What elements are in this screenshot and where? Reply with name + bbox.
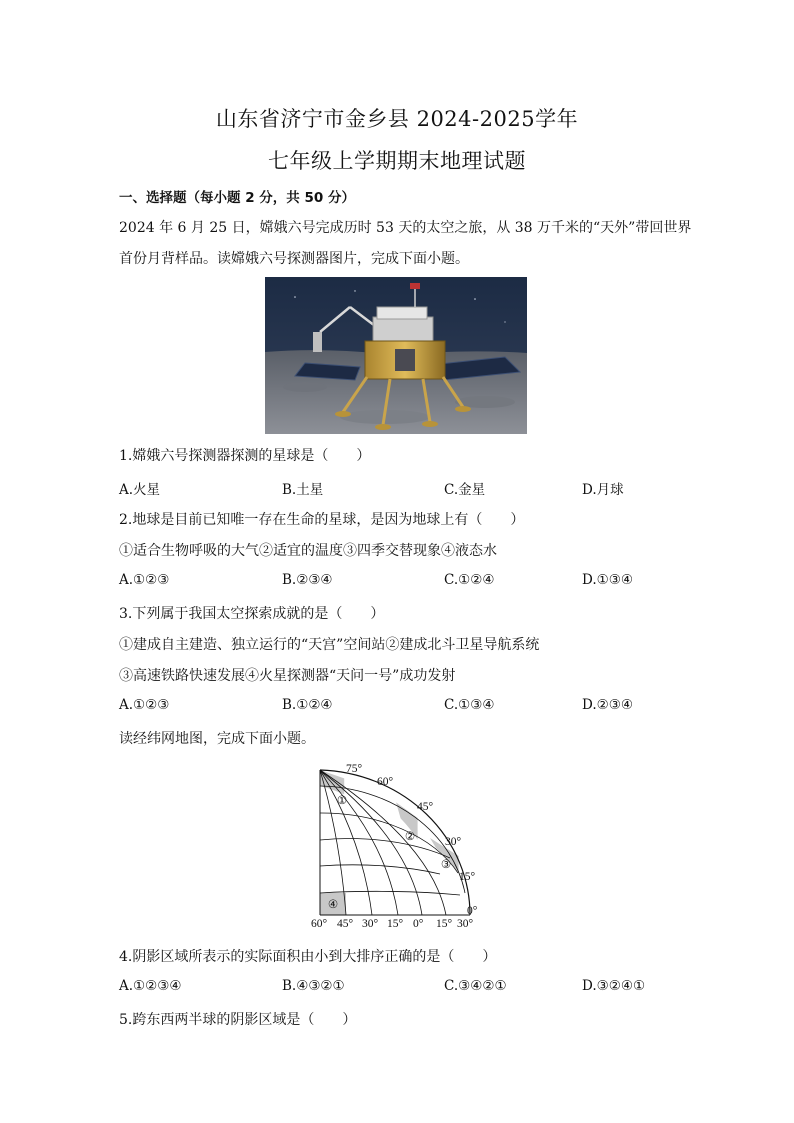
lat-label: 45° (417, 801, 434, 813)
q1-stem: 1.嫦娥六号探测器探测的星球是（ ） (119, 448, 371, 464)
intro-text-line1: 2024 年 6 月 25 日，嫦娥六号完成历时 53 天的太空之旅，从 38 万千米的“天外”带回世界 (119, 220, 692, 236)
q4-option-b[interactable]: B.④③②① (282, 978, 345, 994)
q3-stem: 3.下列属于我国太空探索成就的是（ ） (119, 606, 385, 622)
lon-label: 15° (436, 918, 453, 930)
q3-choices-line2: ③高速铁路快速发展④火星探测器“天问一号”成功发射 (119, 668, 456, 684)
lon-label: 0° (413, 918, 424, 930)
lon-label: 30° (457, 918, 474, 930)
q1-option-d[interactable]: D.月球 (582, 482, 624, 498)
lat-label: 75° (346, 763, 363, 775)
region-label-4: ④ (327, 899, 339, 911)
q5-stem: 5.跨东西两半球的阴影区域是（ ） (119, 1012, 357, 1028)
section-heading: 一、选择题（每小题 2 分，共 50 分） (119, 190, 355, 206)
lat-label: 0° (467, 905, 478, 917)
exam-title-line1: 山东省济宁市金乡县 2024-2025学年 (215, 107, 579, 131)
change6-lander-photo (265, 277, 527, 434)
q2-option-a[interactable]: A.①②③ (119, 572, 170, 588)
q3-option-a[interactable]: A.①②③ (119, 697, 170, 713)
q3-option-b[interactable]: B.①②④ (282, 697, 333, 713)
q2-option-c[interactable]: C.①②④ (444, 572, 495, 588)
intro-text-line2: 首份月背样品。读嫦娥六号探测器图片，完成下面小题。 (119, 251, 469, 267)
exam-title-line2: 七年级上学期期末地理试题 (268, 149, 526, 173)
lon-label: 60° (311, 918, 328, 930)
q3-option-d[interactable]: D.②③④ (582, 697, 633, 713)
q1-option-c[interactable]: C.金星 (444, 482, 486, 498)
lon-label: 30° (362, 918, 379, 930)
region-label-3: ③ (440, 859, 452, 871)
q1-option-a[interactable]: A.火星 (119, 482, 161, 498)
q2-choices: ①适合生物呼吸的大气②适宜的温度③四季交替现象④液态水 (119, 543, 497, 559)
q2-option-b[interactable]: B.②③④ (282, 572, 333, 588)
q1-option-b[interactable]: B.土星 (282, 482, 324, 498)
lat-label: 60° (377, 776, 394, 788)
q2-stem: 2.地球是目前已知唯一存在生命的星球，是因为地球上有（ ） (119, 512, 525, 528)
q3-choices-line1: ①建成自主建造、独立运行的“天宫”空间站②建成北斗卫星导航系统 (119, 637, 540, 653)
q3-option-c[interactable]: C.①③④ (444, 697, 495, 713)
region-label-1: ① (336, 795, 348, 807)
lat-label: 15° (459, 871, 476, 883)
graticule-diagram (300, 758, 500, 930)
q4-stem: 4.阴影区域所表示的实际面积由小到大排序正确的是（ ） (119, 949, 497, 965)
lon-label: 45° (337, 918, 354, 930)
region-label-2: ② (404, 831, 416, 843)
q4-option-c[interactable]: C.③④②① (444, 978, 507, 994)
q2-option-d[interactable]: D.①③④ (582, 572, 633, 588)
q4-option-a[interactable]: A.①②③④ (119, 978, 182, 994)
lat-label: 30° (445, 836, 462, 848)
q4-option-d[interactable]: D.③②④① (582, 978, 646, 994)
lon-label: 15° (387, 918, 404, 930)
map-intro: 读经纬网地图，完成下面小题。 (119, 731, 315, 747)
